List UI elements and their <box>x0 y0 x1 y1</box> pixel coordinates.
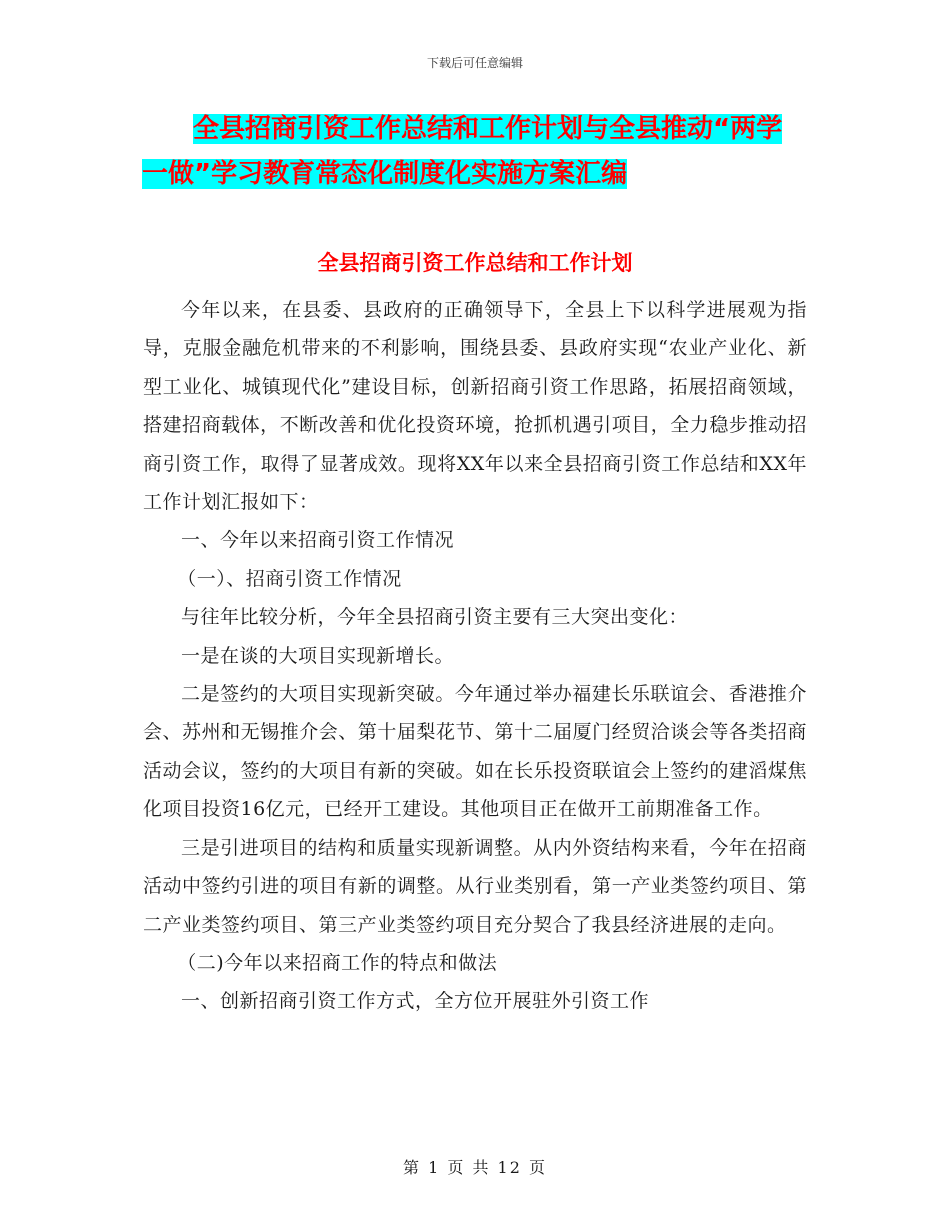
heading-item-1: 一、创新招商引资工作方式，全方位开展驻外引资工作 <box>181 990 650 1013</box>
heading-section-1: 一、今年以来招商引资工作情况 <box>181 529 455 552</box>
section-title: 全县招商引资工作总结和工作计划 <box>317 251 633 275</box>
heading-subsection-1: （一）、招商引资工作情况 <box>177 567 402 590</box>
paragraph-point-2: 二是签约的大项目实现新突破。今年通过举办福建长乐联谊会、香港推介会、苏州和无锡推介会、第十届梨花节、第十二届厦门经贸洽谈会等各类招商活动会议，签约的大项目有新的突破。如在长乐投资联谊会上签约的建滔煤焦化项目投资16亿元，已经开工建设。其他项目正在做开工前期准备工作。 <box>143 683 807 821</box>
main-title-line-1-text: 全县招商引资工作总结和工作计划与全县推动“两学 <box>193 114 783 144</box>
page-number-footer: 第 1 页 共 12 页 <box>403 1158 547 1177</box>
document-body <box>143 291 807 1021</box>
document-main-title-line-1 <box>0 110 950 148</box>
main-title-line-2-text: 一做”学习教育常态化制度化实施方案汇编 <box>142 159 628 189</box>
paragraph-comparison: 与往年比较分析，今年全县招商引资主要有三大突出变化： <box>181 606 689 629</box>
paragraph-point-1: 一是在谈的大项目实现新增长。 <box>181 644 455 667</box>
heading-subsection-2: （二)今年以来招商工作的特点和做法 <box>177 951 498 974</box>
paragraph-point-3: 三是引进项目的结构和质量实现新调整。从内外资结构来看，今年在招商活动中签约引进的项目有新的调整。从行业类别看，第一产业类签约项目、第二产业类签约项目、第三产业类签约项目充分契合了我县经济进展的走向。 <box>143 836 807 936</box>
document-main-title-line-2 <box>0 155 950 193</box>
paragraph-intro: 今年以来，在县委、县政府的正确领导下，全县上下以科学进展观为指导，克服金融危机带来的不利影响，围绕县委、县政府实现“农业产业化、新型工业化、城镇现代化”建设目标，创新招商引资工作思路，拓展招商领域，搭建招商载体，不断改善和优化投资环境，抢抓机遇引项目，全力稳步推动招商引资工作，取得了显著成效。现将XX年以来全县招商引资工作总结和XX年工作计划汇报如下： <box>143 299 807 514</box>
page-header-note: 下载后可任意编辑 <box>426 56 523 70</box>
